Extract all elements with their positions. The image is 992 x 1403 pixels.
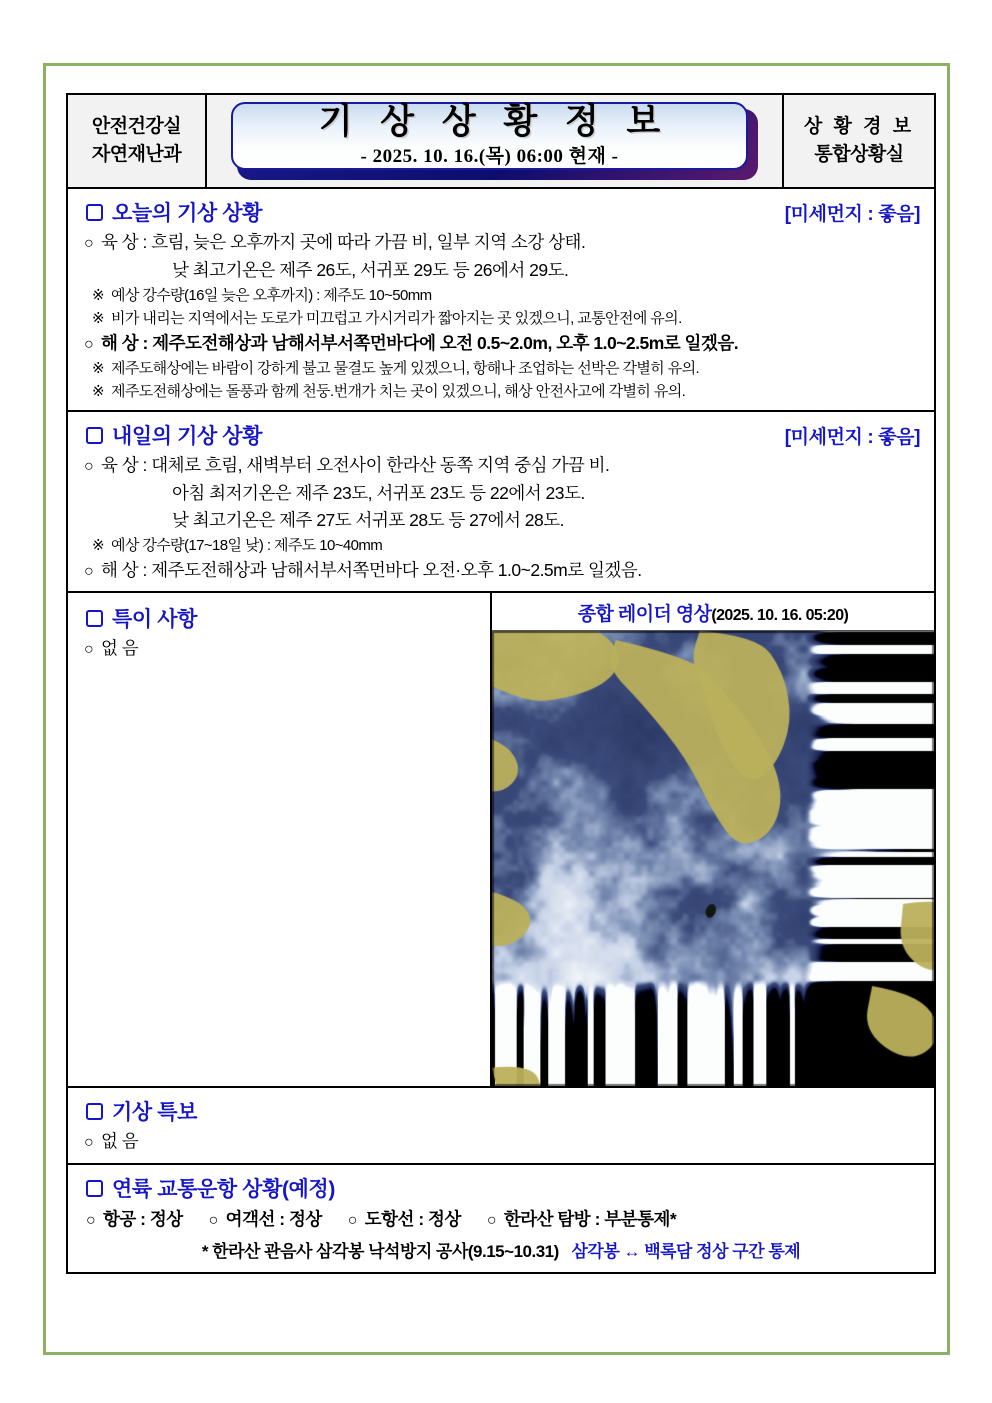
section-alert-header-left — [86, 1096, 197, 1126]
bullet-icon: ○ — [84, 335, 94, 353]
section-special-and-radar — [68, 591, 934, 1086]
today-land-text-2: 낮 최고기온은 제주 26도, 서귀포 29도 등 26에서 29도. — [172, 259, 569, 280]
bullet-icon: ○ — [84, 562, 94, 580]
checkbox-icon — [86, 204, 103, 221]
section-today-title: 오늘의 기상 상황 — [112, 202, 263, 225]
transport-item-hallasan-label: 한라산 탐방 : 부분통제* — [503, 1209, 677, 1230]
alert-item-text: 없 음 — [101, 1131, 139, 1152]
today-land-line-1 — [84, 230, 924, 256]
today-note-4 — [92, 381, 924, 402]
section-transport — [68, 1163, 934, 1272]
today-note-3-text: 제주도해상에는 바람이 강하게 불고 물결도 높게 있겠으니, 항해나 조업하는 선박은 각별히 유의. — [111, 360, 700, 378]
star-icon: ※ — [92, 383, 104, 401]
tomorrow-sea-text: 제주도전해상과 남해서부서쪽먼바다 오전·오후 1.0~2.5m로 일겠음. — [151, 559, 642, 580]
department-line-1: 안전건강실 — [91, 116, 182, 138]
situation-room-line-1: 상 황 경 보 — [803, 116, 915, 138]
bullet-icon: ○ — [486, 1212, 496, 1230]
bullet-icon: ○ — [84, 235, 94, 252]
transport-footnote-black: * 한라산 관음사 삼각봉 낙석방지 공사(9.15~10.31) — [201, 1242, 559, 1262]
radar-canvas — [492, 631, 934, 1086]
section-tomorrow — [68, 410, 934, 591]
situation-room-line-2: 통합상황실 — [814, 144, 904, 165]
bullet-icon: ○ — [347, 1212, 357, 1230]
star-icon: ※ — [92, 286, 104, 304]
tomorrow-land-label: 육 상 : — [101, 455, 147, 476]
transport-items — [86, 1206, 924, 1231]
today-sea-label: 해 상 : — [101, 332, 148, 353]
bullet-icon: ○ — [86, 1212, 96, 1230]
weather-report-document — [66, 93, 936, 1274]
tomorrow-land-line-3 — [84, 508, 924, 533]
today-note-4-text: 제주도전해상에는 돌풍과 함께 천둥.번개가 치는 곳이 있겠으니, 해상 안전사고에 각별히 유의. — [111, 383, 686, 401]
section-today-header-left — [86, 197, 262, 227]
today-note-1-text: 예상 강수량(16일 늦은 오후까지) : 제주도 10~50mm — [111, 286, 432, 304]
special-item — [84, 636, 480, 662]
star-icon: ※ — [92, 536, 104, 554]
today-note-2-text: 비가 내리는 지역에서는 도로가 미끄럽고 가시거리가 짧아지는 곳 있겠으니, 교통안전에 유의. — [111, 309, 682, 327]
checkbox-icon — [86, 1103, 103, 1120]
tomorrow-land-line-1 — [84, 453, 924, 479]
radar-panel-title — [492, 593, 934, 630]
page-title: 기 상 상 황 정 보 — [318, 101, 670, 141]
document-header — [66, 93, 936, 189]
header-department-cell — [68, 95, 207, 187]
title-plate-face — [231, 102, 748, 170]
transport-footnote — [78, 1237, 924, 1262]
report-body-table — [66, 189, 936, 1274]
bullet-icon: ○ — [208, 1212, 218, 1230]
tomorrow-land-line-2 — [84, 481, 924, 506]
section-transport-header-left — [86, 1173, 335, 1203]
special-item-text: 없 음 — [101, 638, 139, 659]
section-transport-header — [86, 1173, 924, 1203]
today-land-line-2 — [84, 258, 924, 283]
tomorrow-sea-label: 해 상 : — [101, 559, 147, 580]
composite-radar-image — [492, 630, 934, 1086]
today-sea-text: 제주도전해상과 남해서부서쪽먼바다에 오전 0.5~2.0m, 오후 1.0~2.5m로 일겠음. — [152, 332, 739, 353]
page-title-timestamp: - 2025. 10. 16.(목) 06:00 현재 - — [360, 146, 619, 168]
today-dust-badge: [미세먼지 : 좋음] — [784, 203, 920, 225]
transport-footnote-blue: 삼각봉 ↔ 백록담 정상 구간 통제 — [571, 1242, 801, 1262]
header-situation-room-cell — [782, 95, 934, 187]
transport-item-island-boat — [348, 1206, 461, 1231]
section-tomorrow-header — [86, 420, 924, 450]
transport-item-ferry-label: 여객선 : 정상 — [225, 1209, 322, 1230]
checkbox-icon — [86, 610, 103, 627]
tomorrow-note-1 — [92, 535, 924, 556]
tomorrow-land-text-3: 낮 최고기온은 제주 27도 서귀포 28도 등 27에서 28도. — [172, 509, 565, 530]
bullet-icon: ○ — [84, 1134, 94, 1152]
transport-item-air-label: 항공 : 정상 — [103, 1209, 183, 1230]
section-weather-alert — [68, 1086, 934, 1163]
checkbox-icon — [86, 1180, 103, 1197]
transport-item-ferry — [209, 1206, 322, 1231]
tomorrow-sea-line — [84, 558, 924, 584]
radar-panel — [492, 593, 934, 1086]
transport-item-air — [86, 1206, 183, 1231]
section-special-header-left — [86, 603, 197, 633]
star-icon: ※ — [92, 309, 104, 327]
department-line-2: 자연재난과 — [91, 144, 182, 165]
radar-title-main: 종합 레이더 영상 — [577, 604, 712, 626]
checkbox-icon — [86, 427, 103, 444]
section-special-title: 특이 사항 — [112, 608, 197, 632]
section-alert-title: 기상 특보 — [112, 1101, 197, 1125]
today-note-1 — [92, 285, 924, 306]
section-tomorrow-header-left — [86, 420, 262, 450]
today-land-text-1: 흐림, 늦은 오후까지 곳에 따라 가끔 비, 일부 지역 소강 상태. — [151, 232, 586, 252]
star-icon: ※ — [92, 360, 104, 378]
alert-item — [84, 1129, 924, 1155]
title-plate — [231, 102, 758, 180]
today-note-3 — [92, 358, 924, 379]
section-tomorrow-title: 내일의 기상 상황 — [112, 425, 263, 449]
tomorrow-land-text-2: 아침 최저기온은 제주 23도, 서귀포 23도 등 22에서 23도. — [172, 483, 585, 503]
today-land-label: 육 상 : — [101, 232, 147, 252]
section-alert-header — [86, 1096, 924, 1126]
transport-item-hallasan — [487, 1206, 676, 1231]
today-note-2 — [92, 308, 924, 329]
today-sea-line — [84, 331, 924, 357]
section-today-header — [86, 197, 924, 227]
section-today — [68, 189, 934, 410]
transport-item-island-boat-label: 도항선 : 정상 — [364, 1209, 461, 1230]
bullet-icon: ○ — [84, 641, 94, 659]
header-title-cell — [207, 95, 782, 187]
tomorrow-dust-badge: [미세먼지 : 좋음] — [784, 426, 920, 448]
tomorrow-note-1-text: 예상 강수량(17~18일 낮) : 제주도 10~40mm — [111, 536, 383, 554]
radar-title-time: (2025. 10. 16. 05:20) — [711, 607, 849, 625]
section-special-header — [86, 603, 480, 633]
section-transport-title: 연륙 교통운항 상황(예정) — [112, 1178, 335, 1202]
section-special-notes — [68, 593, 492, 1086]
bullet-icon: ○ — [84, 458, 94, 476]
tomorrow-land-text-1: 대체로 흐림, 새벽부터 오전사이 한라산 동쪽 지역 중심 가끔 비. — [151, 455, 610, 476]
